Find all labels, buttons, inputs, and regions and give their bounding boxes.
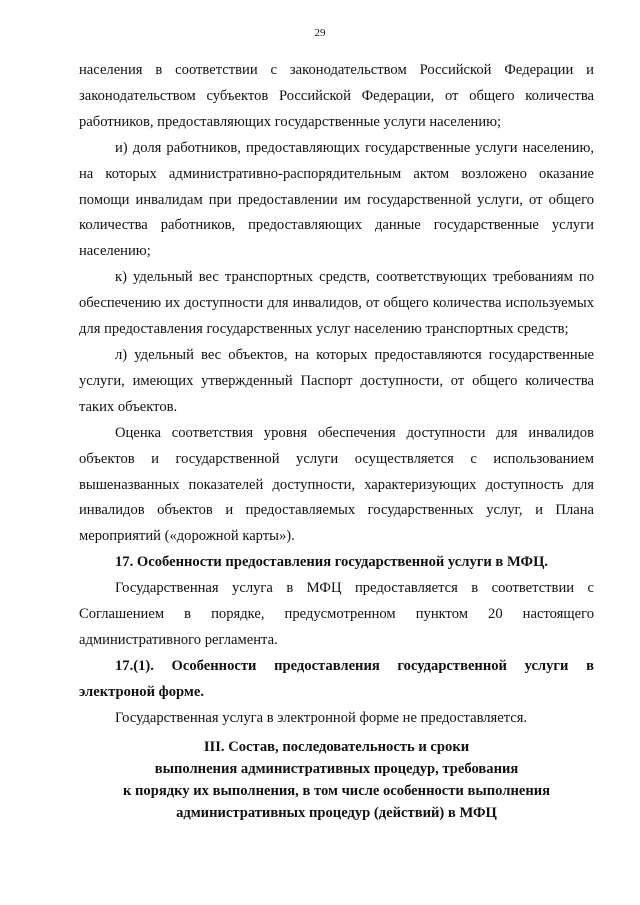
document-body [79, 58, 594, 824]
paragraph-item-i: и) доля работников, предоставляющих государственные услуги населению, на которых административно-распорядительным актом возложено оказание помощи инвалидам при предоставлении им государственной услуги, от общего количества работников, предоставляющих данные государственные услуги населению; [79, 139, 594, 260]
section-heading-line: III. Состав, последовательность и сроки [203, 738, 470, 755]
section-heading-line: административных процедур (действий) в МФЦ [176, 804, 497, 821]
paragraph-item-k: к) удельный вес транспортных средств, соответствующих требованиям по обеспечению их доступности для инвалидов, от общего количества используемых для предоставления государственных услуг населению транспортных средств; [79, 269, 594, 338]
heading-section-17-1: 17.(1). Особенности предоставления государственной услуги в электроной форме. [79, 657, 594, 700]
section-heading-line: к порядку их выполнения, в том числе особенности выполнения [122, 782, 551, 799]
page-number: 29 [314, 27, 326, 39]
heading-section-17: 17. Особенности предоставления государственной услуги в МФЦ. [115, 554, 549, 571]
paragraph-assessment: Оценка соответствия уровня обеспечения доступности для инвалидов объектов и государственной услуги осуществляется с использованием вышеназванных показателей доступности, характеризующих доступность для инвалидов объектов и предоставляемых государственных услуг, и Плана мероприятий («дорожной карты»). [79, 424, 594, 545]
paragraph-population: населения в соответствии с законодательством Российской Федерации и законодательством субъектов Российской Федерации, от общего количества работников, предоставляющих государственные услуги населению; [79, 62, 594, 130]
section-heading-line: выполнения административных процедур, требования [154, 760, 519, 777]
section-iii-heading [79, 736, 594, 824]
paragraph-mfc: Государственная услуга в МФЦ предоставляется в соответствии с Соглашением в порядке, предусмотренном пунктом 20 настоящего административного регламента. [79, 580, 594, 648]
paragraph-item-l: л) удельный вес объектов, на которых предоставляются государственные услуги, имеющих утвержденный Паспорт доступности, от общего количества таких объектов. [79, 346, 594, 415]
paragraph-electronic: Государственная услуга в электронной форме не предоставляется. [115, 709, 528, 726]
